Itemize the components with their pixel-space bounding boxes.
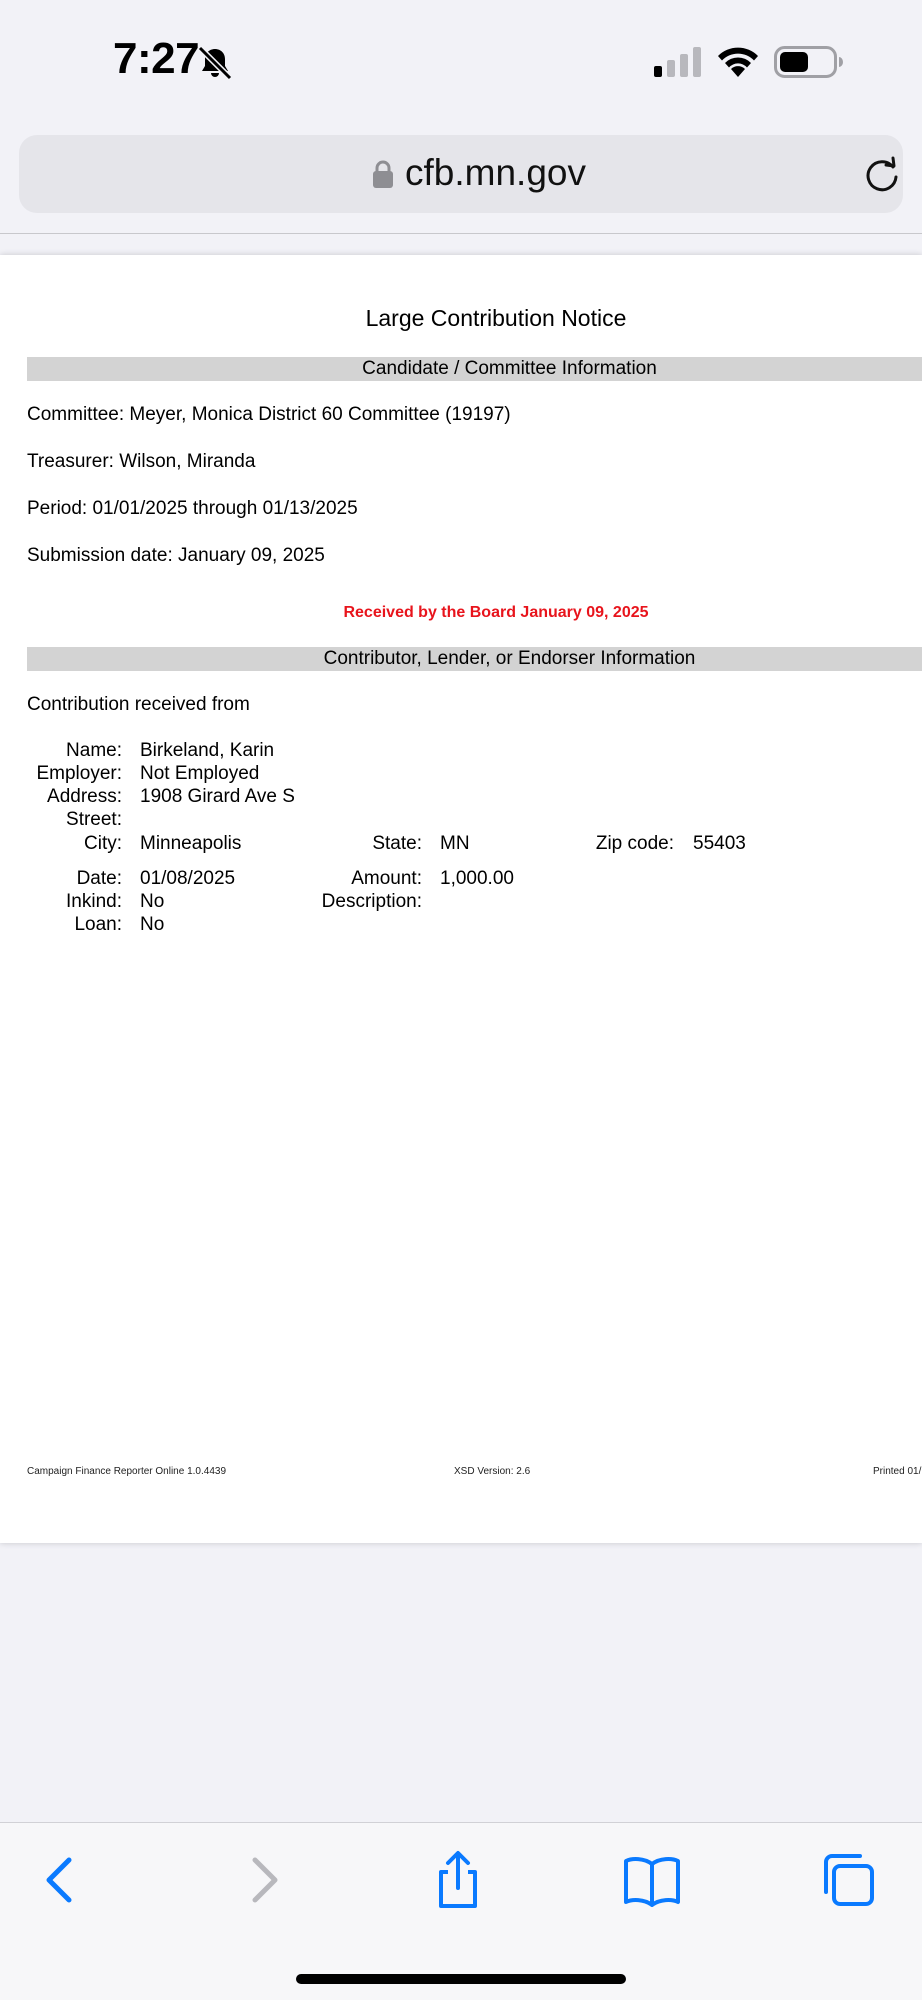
footer-printed-date: Printed 01/: [873, 1466, 922, 1477]
cellular-signal-icon: [652, 46, 704, 78]
wifi-icon: [716, 44, 760, 78]
status-bar: [0, 0, 922, 120]
committee-line: Committee: Meyer, Monica District 60 Committee (19197): [27, 404, 511, 425]
footer-xsd-version: XSD Version: 2.6: [454, 1466, 531, 1477]
inkind-value: No: [140, 891, 165, 912]
city-value: Minneapolis: [140, 833, 242, 854]
loan-value: No: [140, 914, 165, 935]
amount-label: Amount:: [351, 868, 422, 889]
state-value: MN: [440, 833, 470, 854]
contributor-header: Contributor, Lender, or Endorser Information: [27, 647, 922, 671]
footer-reporter-version: Campaign Finance Reporter Online 1.0.4439: [27, 1466, 227, 1477]
name-value: Birkeland, Karin: [140, 740, 275, 761]
bookmarks-icon[interactable]: [622, 1850, 682, 1910]
bell-slash-icon: [196, 44, 234, 82]
contribution-intro: Contribution received from: [27, 694, 250, 715]
inkind-label: Inkind:: [66, 891, 122, 912]
loan-label: Loan:: [74, 914, 122, 935]
address-bar[interactable]: [19, 135, 903, 213]
date-label: Date:: [76, 868, 122, 889]
amount-value: 1,000.00: [440, 868, 514, 889]
back-icon[interactable]: [31, 1850, 91, 1910]
url-text[interactable]: cfb.mn.gov: [405, 152, 586, 193]
battery-icon: [774, 46, 844, 78]
zip-label: Zip code:: [595, 833, 674, 854]
name-label: Name:: [66, 740, 122, 761]
browser-toolbar: [0, 1823, 922, 2000]
employer-label: Employer:: [36, 763, 122, 784]
employer-value: Not Employed: [140, 763, 260, 784]
date-value: 01/08/2025: [140, 868, 236, 889]
street-label: Street:: [66, 809, 122, 830]
description-label: Description:: [321, 891, 422, 912]
zip-value: 55403: [693, 833, 746, 854]
submission-date-line: Submission date: January 09, 2025: [27, 545, 325, 566]
share-icon[interactable]: [428, 1850, 488, 1910]
reload-icon[interactable]: [862, 155, 902, 195]
forward-icon[interactable]: [233, 1850, 293, 1910]
state-label: State:: [372, 833, 422, 854]
treasurer-line: Treasurer: Wilson, Miranda: [27, 451, 256, 472]
home-indicator: [296, 1974, 626, 1984]
period-line: Period: 01/01/2025 through 01/13/2025: [27, 498, 358, 519]
document-page[interactable]: [0, 255, 922, 1543]
candidate-committee-header: Candidate / Committee Information: [27, 357, 922, 381]
tabs-icon[interactable]: [818, 1850, 878, 1910]
received-notice: Received by the Board January 09, 2025: [343, 604, 649, 621]
address-label: Address:: [47, 786, 122, 807]
document-title: Large Contribution Notice: [365, 305, 627, 331]
address-value: 1908 Girard Ave S: [140, 786, 295, 807]
status-time: 7:27: [113, 34, 200, 83]
lock-icon: [372, 159, 394, 189]
city-label: City:: [84, 833, 122, 854]
top-divider: [0, 233, 922, 234]
